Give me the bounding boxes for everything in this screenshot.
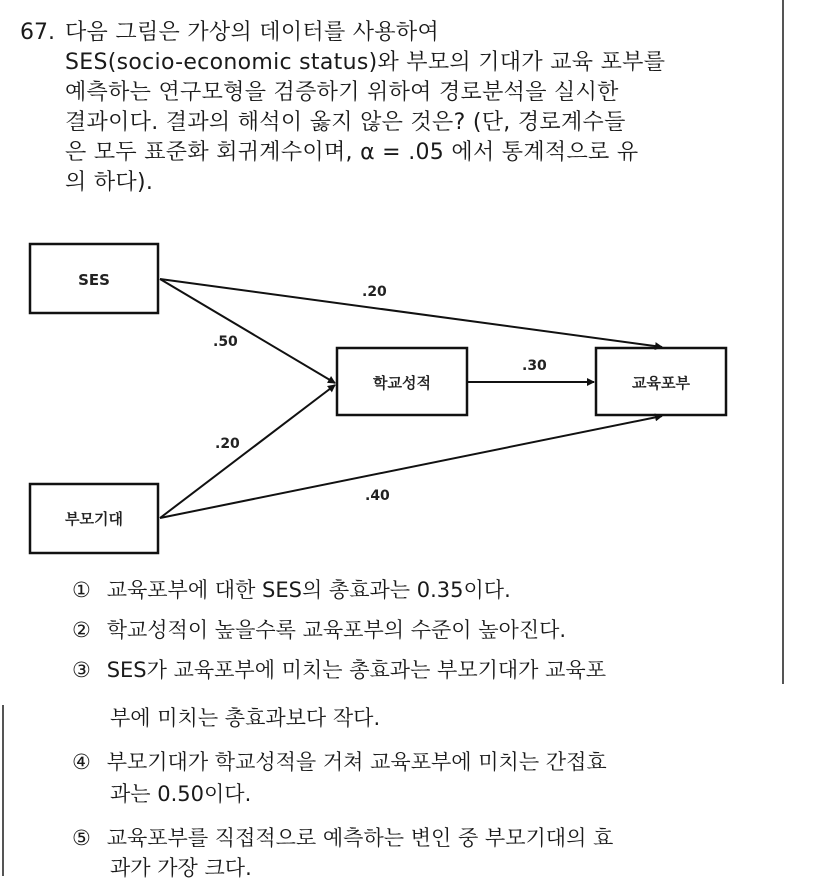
node-label-parent: 부모기대 (65, 510, 123, 528)
choice-number: ⑤ (72, 826, 91, 850)
choice-3-continued (110, 704, 380, 732)
node-label-ses: SES (78, 271, 110, 289)
choice-number: ① (72, 578, 91, 602)
coef-parent-school: .20 (215, 436, 240, 452)
question-line: 의 하다). (65, 170, 154, 195)
question-number: 67. (20, 20, 55, 45)
arrow-parent-to-school (160, 385, 335, 518)
choice-1[interactable] (72, 576, 511, 604)
node-label-aspiration: 교육포부 (632, 374, 690, 392)
choice-text: 부모기대가 학교성적을 거쳐 교육포부에 미치는 간접효 (106, 750, 607, 774)
choice-5[interactable] (72, 824, 613, 852)
choice-2[interactable] (72, 616, 566, 644)
arrow-ses-to-school (160, 279, 335, 383)
coef-ses-aspiration: .20 (362, 284, 387, 300)
arrow-parent-to-aspiration (160, 416, 662, 518)
choice-number: ④ (72, 750, 91, 774)
choice-text: 부에 미치는 총효과보다 작다. (110, 706, 381, 730)
choice-5-continued (110, 854, 252, 882)
choice-3[interactable] (72, 656, 606, 684)
choice-text: 과는 0.50이다. (110, 782, 252, 806)
choice-text: SES가 교육포부에 미치는 총효과는 부모기대가 교육포 (106, 658, 606, 682)
choice-text: 교육포부를 직접적으로 예측하는 변인 중 부모기대의 효 (106, 826, 614, 850)
coef-school-aspiration: .30 (522, 358, 547, 374)
choice-text: 과가 가장 크다. (110, 856, 252, 880)
question-line: 결과이다. 결과의 해석이 옳지 않은 것은? (단, 경로계수들 (65, 110, 626, 135)
page-border-right (782, 0, 784, 684)
choice-number: ② (72, 618, 91, 642)
choice-number: ③ (72, 658, 91, 682)
page-border-left (2, 705, 4, 876)
choice-text: 학교성적이 높을수록 교육포부의 수준이 높아진다. (106, 618, 567, 642)
question-line: 은 모두 표준화 회귀계수이며, α = .05 에서 통계적으로 유 (65, 140, 639, 165)
choice-text: 교육포부에 대한 SES의 총효과는 0.35이다. (106, 578, 511, 602)
node-label-school: 학교성적 (373, 374, 431, 392)
choice-4[interactable] (72, 748, 607, 776)
coef-ses-school: .50 (213, 334, 238, 350)
coef-parent-aspiration: .40 (365, 488, 390, 504)
question-line: 다음 그림은 가상의 데이터를 사용하여 (65, 20, 440, 45)
question-line: 예측하는 연구모형을 검증하기 위하여 경로분석을 실시한 (65, 80, 619, 105)
choice-4-continued (110, 780, 251, 808)
question-line: SES(socio-economic status)와 부모의 기대가 교육 포부를 (65, 50, 666, 75)
path-analysis-diagram (0, 200, 780, 570)
